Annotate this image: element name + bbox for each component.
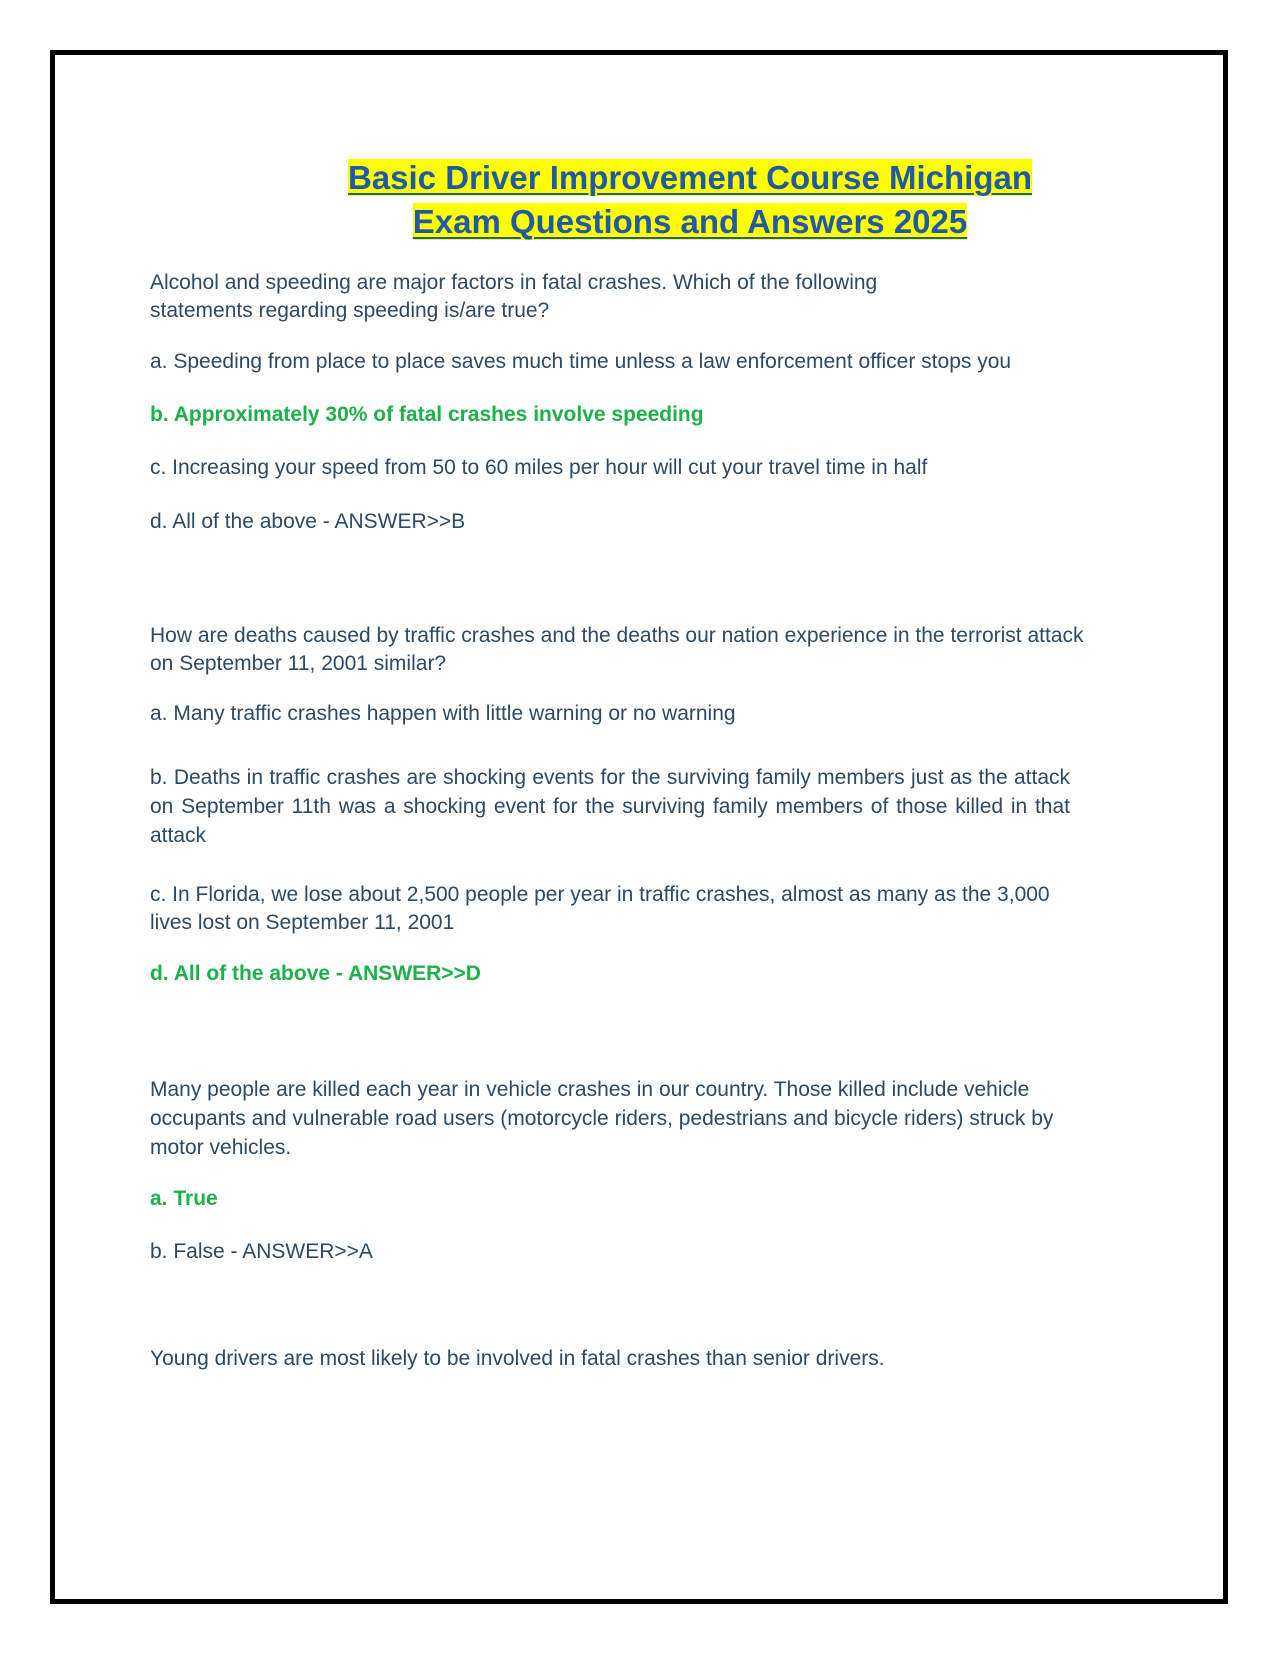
title-line-2: Exam Questions and Answers 2025 — [412, 203, 968, 240]
question-2-option-a: a. Many traffic crashes happen with little warning or no warning — [150, 702, 736, 725]
question-1-option-b: b. Approximately 30% of fatal crashes involve speeding — [150, 403, 704, 426]
document-title-block — [300, 156, 1080, 244]
question-4-stem: Young drivers are most likely to be involved in fatal crashes than senior drivers. — [150, 1347, 885, 1370]
question-3-stem: Many people are killed each year in vehicle crashes in our country. Those killed include vehicle occupants and vulnerable road users (motorcycle riders, pedestrians and bicycle riders) struck by motor vehicles. — [150, 1078, 1054, 1159]
question-2-option-c: c. In Florida, we lose about 2,500 people per year in traffic crashes, almost as many as the 3,000 lives lost on September 11, 2001 — [150, 883, 1050, 934]
question-2-option-b: b. Deaths in traffic crashes are shocking events for the surviving family members just as the attack on September 11th was a shocking event for the surviving family members of those killed in that attack — [150, 766, 1070, 847]
question-2-stem: How are deaths caused by traffic crashes and the deaths our nation experience in the terrorist attack on September 11, 2001 similar? — [150, 624, 1084, 675]
question-1-stem: Alcohol and speeding are major factors in fatal crashes. Which of the following statements regarding speeding is/are true? — [150, 271, 878, 322]
question-2-option-d: d. All of the above - ANSWER>>D — [150, 962, 481, 985]
question-1-option-a: a. Speeding from place to place saves much time unless a law enforcement officer stops you — [150, 350, 1012, 373]
question-3-option-a: a. True — [150, 1187, 218, 1210]
question-3-option-b: b. False - ANSWER>>A — [150, 1240, 373, 1263]
question-1-option-d: d. All of the above - ANSWER>>B — [150, 510, 466, 533]
title-line-1: Basic Driver Improvement Course Michigan — [347, 159, 1033, 196]
question-1-option-c: c. Increasing your speed from 50 to 60 miles per hour will cut your travel time in half — [150, 456, 928, 479]
